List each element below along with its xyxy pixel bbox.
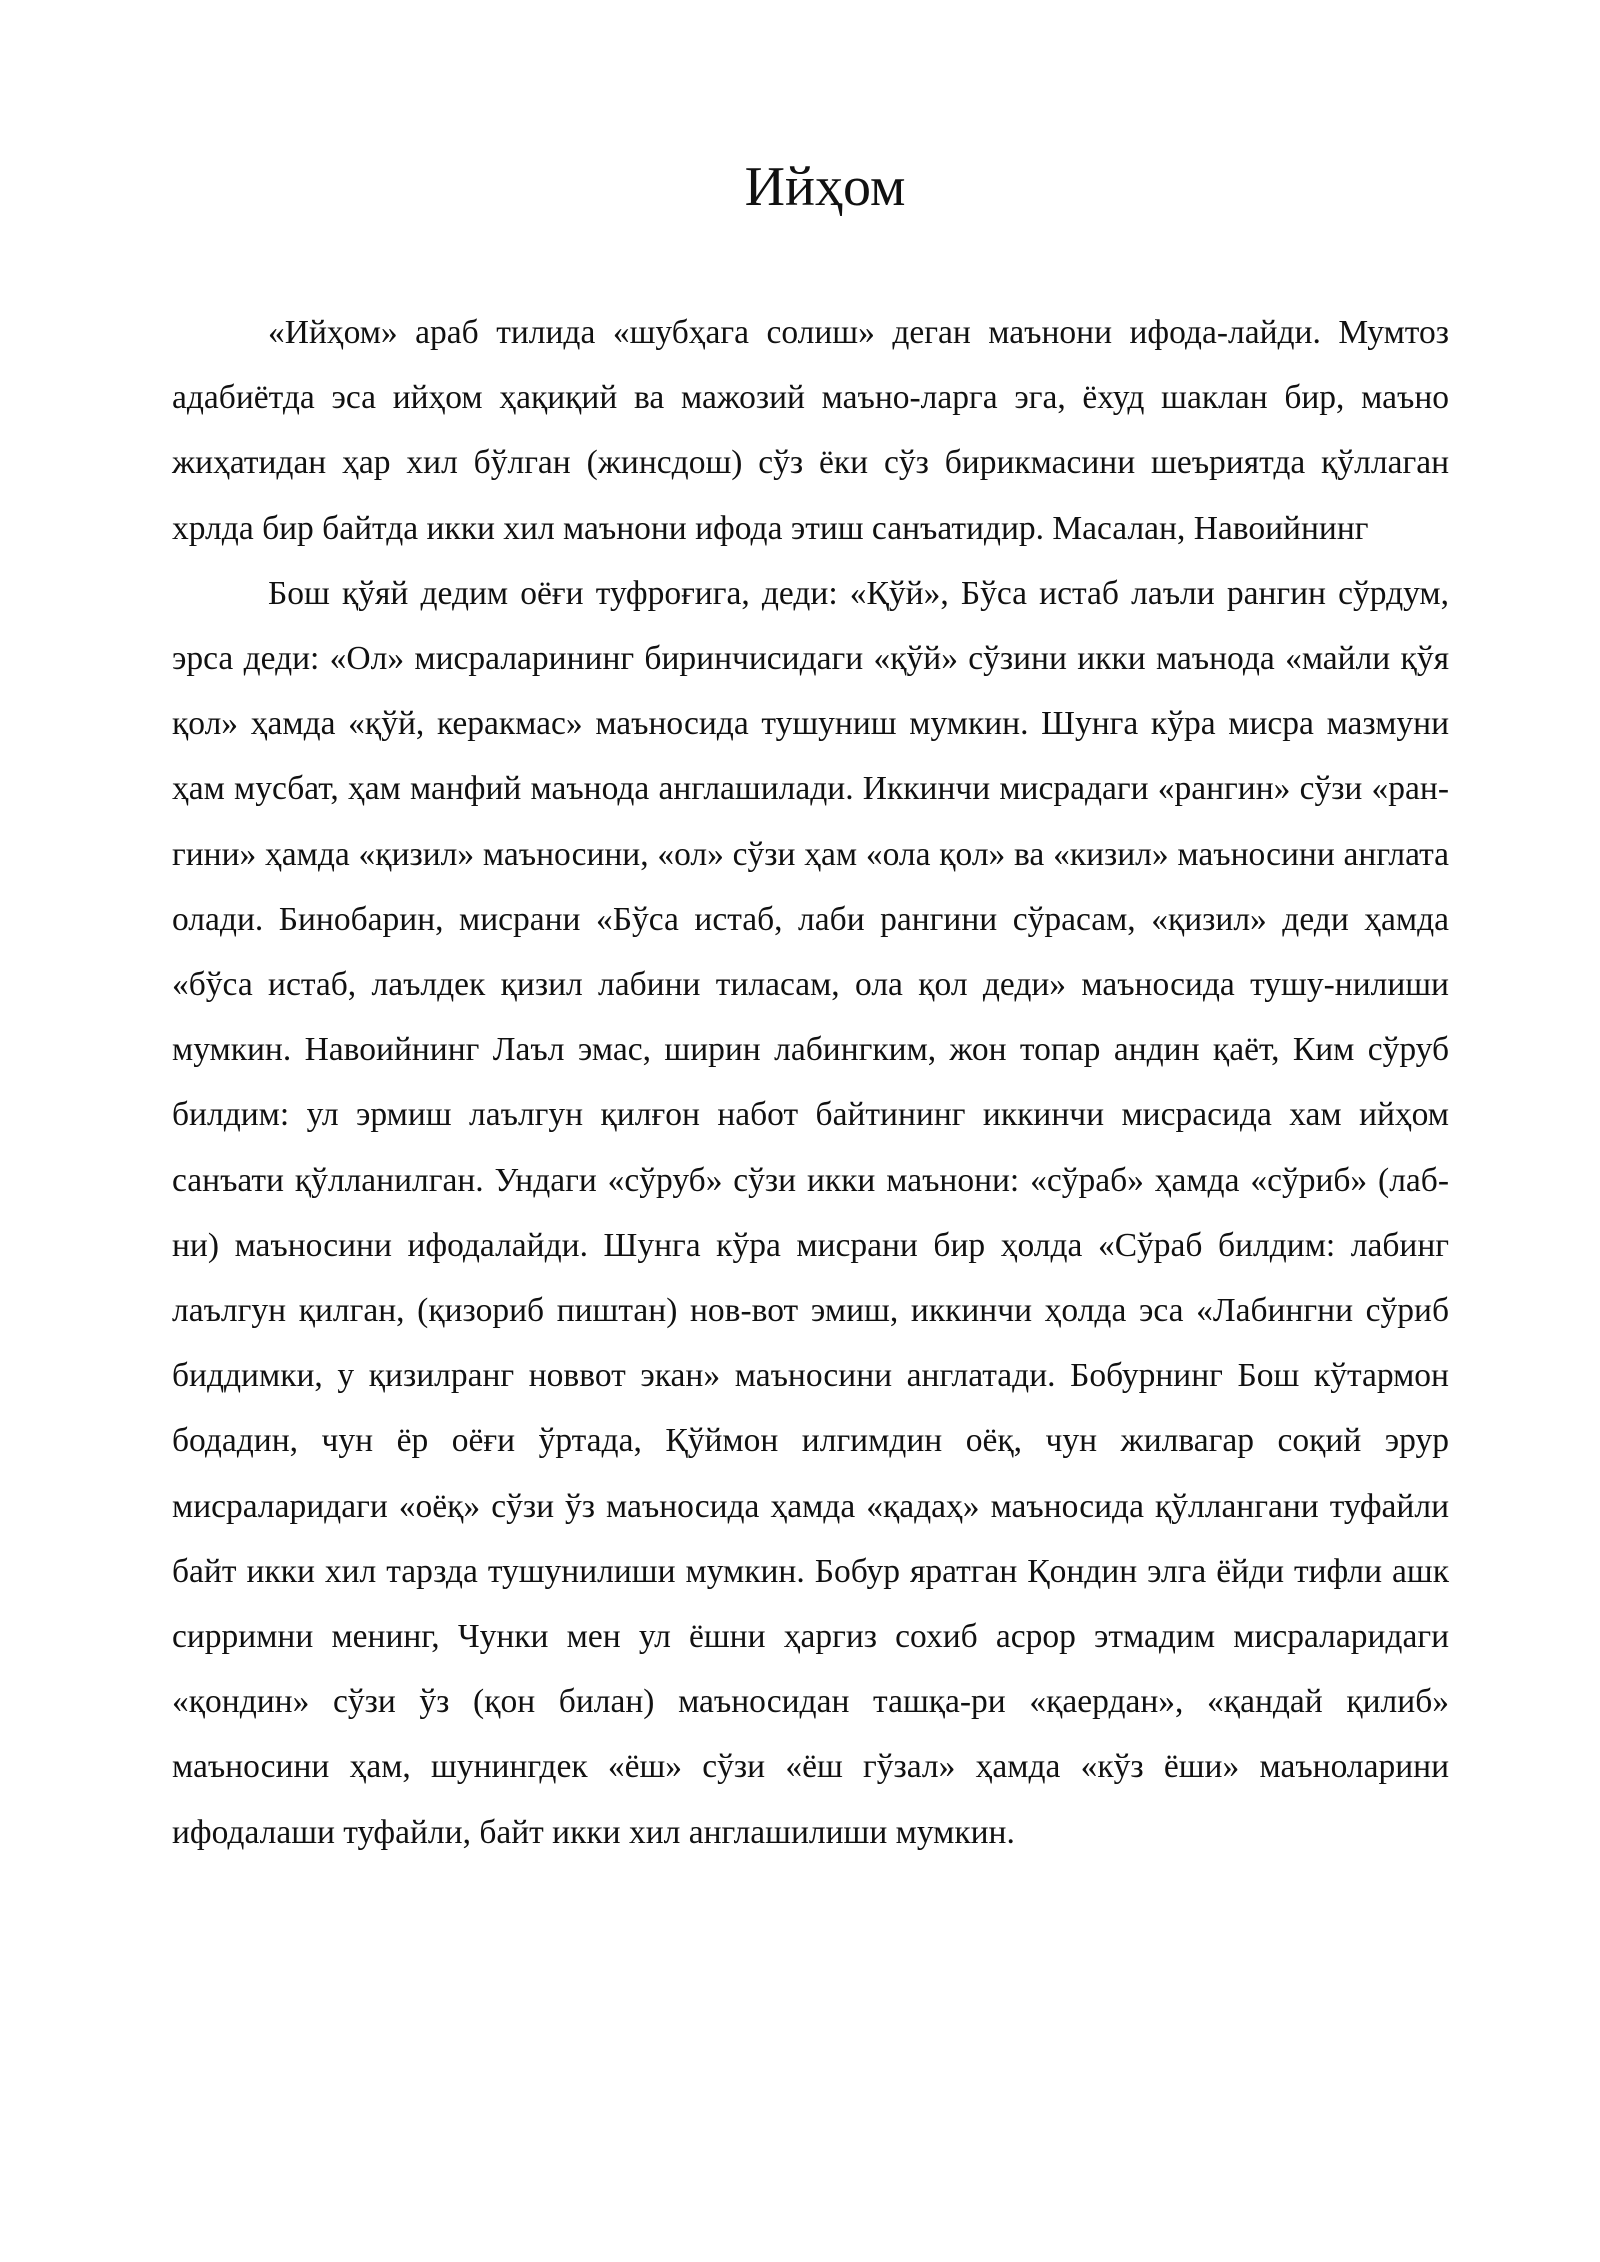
paragraph: Бош қўяй дедим оёғи туфроғига, деди: «Қўй», Бўса истаб лаъли рангин сўрдум, эрса деди: «Ол» мисраларининг биринчисидаги «қўй» сўзини икки маънода «майли қўя қол» ҳамда «қўй, керакмас» маъносида тушуниш мумкин. Шунга кўра мисра мазмуни ҳам мусбат, ҳам манфий маънода англашилади. Иккинчи мисрадаги «рангин» сўзи «ран-гини» ҳамда «қизил» маъносини, «ол» сўзи ҳам «ола қол» ва «кизил» маъносини англата олади. Бинобарин, мисрани «Бўса истаб, лаби рангини сўрасам, «қизил» деди ҳамда «бўса истаб, лаълдек қизил лабини тиласам, ола қол деди» маъносида тушу-нилиши мумкин. Навоийнинг Лаъл эмас, ширин лабингким, жон топар андин қаёт, Ким сўруб билдим: ул эрмиш лаългун қилғон набот байтининг иккинчи мисрасида хам ийҳом санъати қўлланилган. Ундаги «сўруб» сўзи икки маънони: «сўраб» ҳамда «сўриб» (лаб-ни) маъносини ифодалайди. Шунга кўра мисрани бир ҳолда «Сўраб билдим: лабинг лаългун қилган, (қизориб пиштан) нов-вот эмиш, иккинчи ҳолда эса «Лабингни сўриб биддимки, у қизилранг новвот экан» маъносини англатади. Бобурнинг Бош кўтармон бодадин, чун ёр оёғи ўртада, Қўймон илгимдин оёқ, чун жилвагар соқий эрур мисраларидаги «оёқ» сўзи ўз маъносида ҳамда «қадаҳ» маъносида қўллангани туфайли байт икки хил тарзда тушунилиши мумкин. Бобур яратган Қондин элга ёйди тифли ашк сирримни менинг, Чунки мен ул ёшни ҳаргиз сохиб асрор этмадим мисраларидаги «қондин» сўзи ўз (қон билан) маъносидан ташқа-ри «қаердан», «қандай қилиб» маъносини ҳам, шунингдек «ёш» сўзи «ёш гўзал» ҳамда «кўз ёши» маъноларини ифодалаши туфайли, байт икки хил англашилиши мумкин. (172, 574, 1449, 1851)
document-title: Ийҳом (744, 156, 906, 218)
document-body (172, 300, 1449, 1865)
paragraph: «Ийҳом» араб тилида «шубҳага солиш» деган маънони ифода-лайди. Мумтоз адабиётда эса ийҳом ҳақиқий ва мажозий маъно-ларга эга, ёхуд шаклан бир, маъно жиҳатидан ҳар хил бўлган (жинсдош) сўз ёки сўз бирикмасини шеъриятда қўллаган хрлда бир байтда икки хил маънони ифода этиш санъатидир. Масалан, Навоийнинг (172, 314, 1449, 547)
